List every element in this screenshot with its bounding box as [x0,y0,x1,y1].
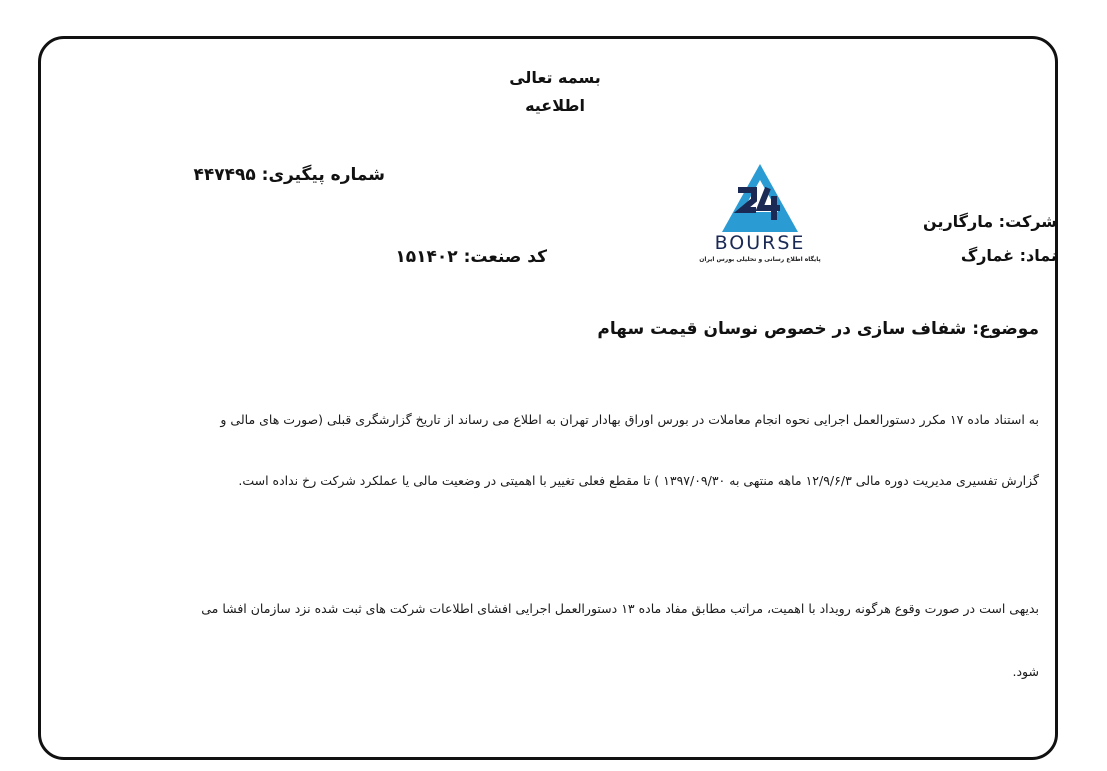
body-line-3: بدیهی است در صورت وقوع هرگونه رویداد با اهمیت، مراتب مطابق مفاد ماده ۱۳ دستورالعمل اجرایی افشای اطلاعات شرکت های ثبت شده نزد سازمان افشا می [201,601,1039,616]
body-line-2: گزارش تفسیری مدیریت دوره مالی ۱۲/۹/۶/۳ ماهه منتهی به ۱۳۹۷/۰۹/۳۰ ) تا مقطع فعلی تغییر با اهمیتی در وضعیت مالی یا عملکرد شرکت رخ نداده است. [238,473,1039,488]
body-line-1: به استناد ماده ۱۷ مکرر دستورالعمل اجرایی نحوه انجام معاملات در بورس اوراق بهادار تهران به اطلاع می رساند از تاریخ گزارشگری قبلی (صورت های مالی و [220,412,1039,427]
industry-code: کد صنعت: ۱۵۱۴۰۲ [395,247,547,267]
ticker-symbol: نماد: غمارگ [960,246,1057,265]
tracking-number: شماره پیگیری: ۴۴۷۴۹۵ [193,165,385,185]
bourse-logo-icon [694,150,826,234]
logo-wordmark: BOURSE [714,232,806,254]
document-type-heading: اطلاعیه [525,96,585,115]
bourse-logo [694,150,826,272]
logo-tagline: پایگاه اطلاع رسانی و تحلیلی بورس ایران [699,256,821,263]
document-frame [38,36,1058,760]
body-line-4: شود. [1012,664,1039,679]
company-name: شرکت: مارگارین [923,212,1057,231]
subject-line: موضوع: شفاف سازی در خصوص نوسان قیمت سهام [597,319,1039,339]
invocation-heading: بسمه تعالی [509,68,601,87]
